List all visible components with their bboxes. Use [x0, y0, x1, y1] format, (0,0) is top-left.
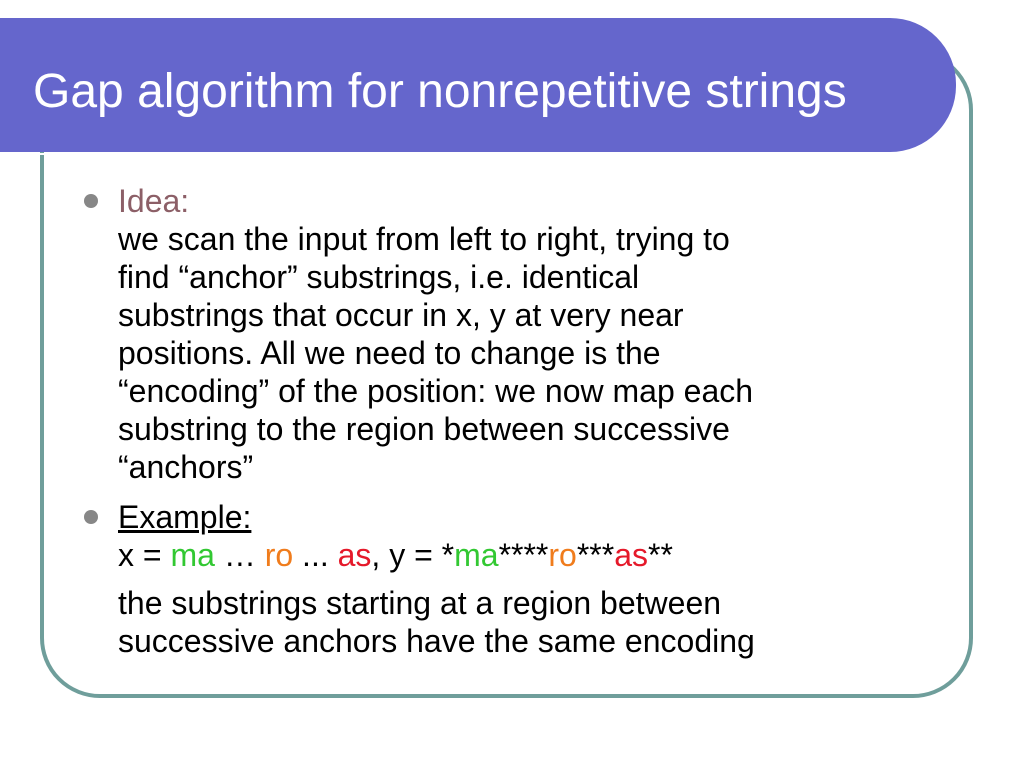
conclusion-line: the substrings starting at a region between — [118, 585, 722, 621]
bullet-dot-icon — [84, 510, 98, 524]
y-anchor-as: as — [614, 537, 648, 573]
y-prefix: , y = * — [371, 537, 455, 573]
x-sep-1: … — [214, 537, 265, 573]
idea-line: “encoding” of the position: we now map each — [118, 373, 754, 409]
idea-line: find “anchor” substrings, i.e. identical — [118, 259, 640, 295]
idea-line: substring to the region between successive — [118, 411, 730, 447]
title-bar — [0, 18, 956, 152]
y-sep-1: **** — [498, 537, 549, 573]
bullet-example — [80, 498, 940, 660]
x-prefix: x = — [118, 537, 171, 573]
bullet-idea — [80, 182, 940, 486]
slide-content — [80, 182, 940, 660]
x-sep-2: ... — [293, 537, 338, 573]
x-anchor-as: as — [337, 537, 372, 573]
idea-label: Idea: — [118, 183, 190, 219]
idea-line: substrings that occur in x, y at very near — [118, 297, 684, 333]
y-anchor-ma: ma — [454, 537, 499, 573]
y-anchor-ro: ro — [548, 537, 577, 573]
title-underline — [0, 153, 908, 155]
example-label-line — [118, 498, 940, 536]
x-anchor-ro: ro — [264, 537, 294, 573]
conclusion-line: successive anchors have the same encoding — [118, 623, 755, 659]
idea-line: we scan the input from left to right, trying to — [118, 221, 730, 257]
idea-line: “anchors” — [118, 449, 254, 485]
y-sep-2: *** — [576, 537, 615, 573]
example-spacer — [118, 574, 940, 584]
bullet-dot-icon — [84, 194, 98, 208]
x-anchor-ma: ma — [170, 537, 215, 573]
slide-title: Gap algorithm for nonrepetitive strings — [33, 65, 847, 118]
idea-line: positions. All we need to change is the — [118, 335, 661, 371]
y-suffix: ** — [647, 537, 673, 573]
example-label: Example: — [118, 499, 252, 535]
example-strings — [118, 536, 940, 574]
